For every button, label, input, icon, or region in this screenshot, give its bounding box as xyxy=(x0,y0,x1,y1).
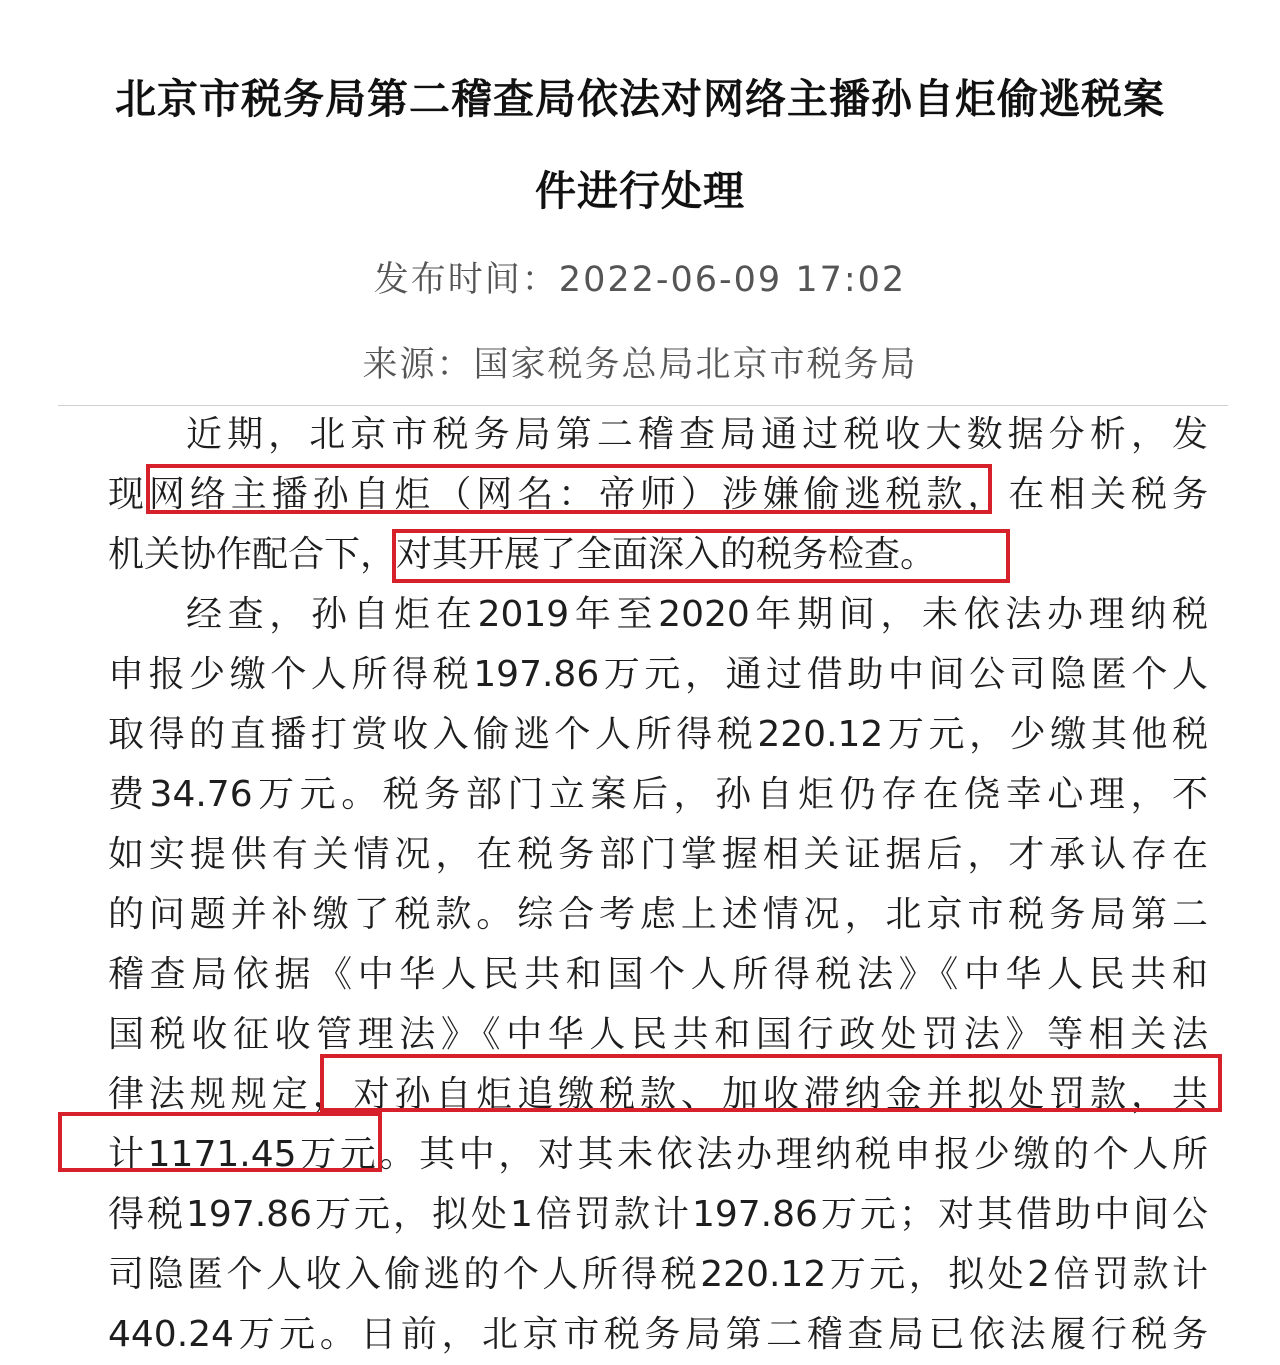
body-line: 稽查局依据《中华人民共和国个人所得税法》《中华人民共和 xyxy=(108,954,1208,995)
article-title-line-1: 北京市税务局第二稽查局依法对网络主播孙自炬偷逃税案 xyxy=(115,75,1165,123)
body-line: 申报少缴个人所得税197.86万元，通过借助中间公司隐匿个人 xyxy=(108,654,1208,695)
article-title-line-2: 件进行处理 xyxy=(535,167,745,215)
body-line: 费34.76万元。税务部门立案后，孙自炬仍存在侥幸心理，不 xyxy=(108,774,1208,815)
highlight-box-penalty-line-2 xyxy=(58,1112,382,1172)
body-line: 计1171.45万元。其中，对其未依法办理纳税申报少缴的个人所 xyxy=(108,1134,1208,1175)
body-line: 取得的直播打赏收入偷逃个人所得税220.12万元，少缴其他税 xyxy=(108,714,1208,755)
body-line: 440.24万元。日前，北京市税务局第二稽查局已依法履行税务 xyxy=(108,1314,1208,1355)
body-line: 机关协作配合下，对其开展了全面深入的税务检查。 xyxy=(108,534,937,575)
publish-time: 发布时间：2022-06-09 17:02 xyxy=(373,260,907,300)
article-source: 来源：国家税务总局北京市税务局 xyxy=(362,345,918,385)
highlight-box-inspection xyxy=(392,529,1010,583)
body-line: 得税197.86万元，拟处1倍罚款计197.86万元；对其借助中间公 xyxy=(108,1194,1208,1235)
highlight-box-suspect xyxy=(146,464,992,514)
body-line: 律法规规定，对孙自炬追缴税款、加收滞纳金并拟处罚款，共 xyxy=(108,1074,1208,1115)
body-line: 司隐匿个人收入偷逃的个人所得税220.12万元，拟处2倍罚款计 xyxy=(108,1254,1208,1295)
highlight-box-penalty-line-1 xyxy=(320,1054,1222,1112)
body-line: 经查，孙自炬在2019年至2020年期间，未依法办理纳税 xyxy=(186,594,1208,635)
body-line: 国税收征收管理法》《中华人民共和国行政处罚法》等相关法 xyxy=(108,1014,1208,1055)
body-line: 的问题并补缴了税款。综合考虑上述情况，北京市税务局第二 xyxy=(108,894,1208,935)
body-line: 现网络主播孙自炬（网名：帝师）涉嫌偷逃税款，在相关税务 xyxy=(108,474,1208,515)
body-line: 如实提供有关情况，在税务部门掌握相关证据后，才承认存在 xyxy=(108,834,1208,875)
body-line: 近期，北京市税务局第二稽查局通过税收大数据分析，发 xyxy=(186,414,1208,455)
